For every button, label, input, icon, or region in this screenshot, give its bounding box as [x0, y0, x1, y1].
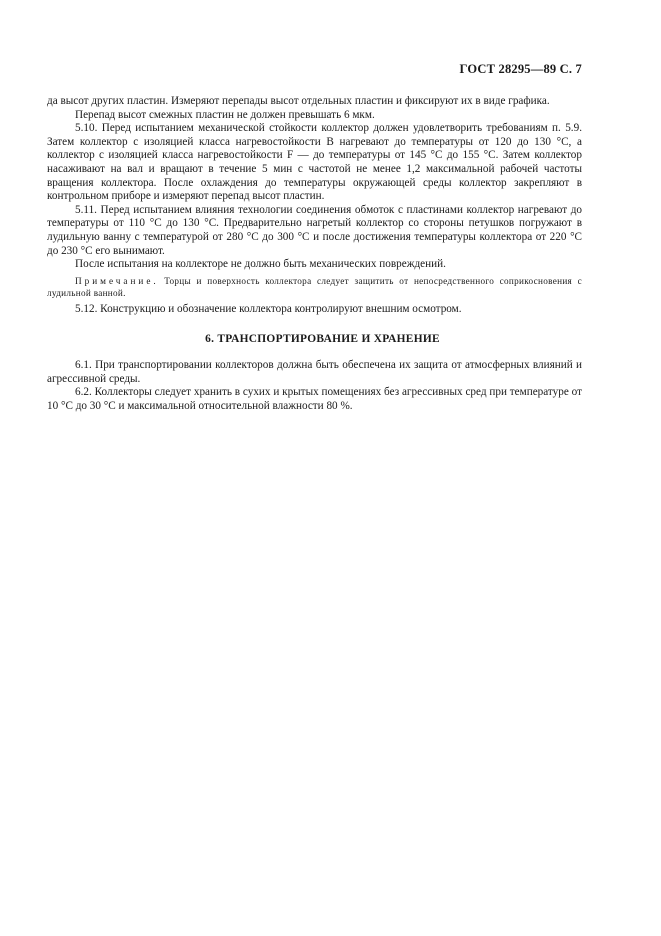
running-header: ГОСТ 28295—89 С. 7 — [459, 62, 582, 76]
document-body — [47, 95, 582, 413]
paragraph-5-11: 5.11. Перед испытанием влияния технологии соединения обмоток с пластинами коллектор нагревают до температуры от 110 °С до 130 °С. Предварительно нагретый коллектор со стороны петушков погружают в лудильную ванну с температурой от 280 °С до 300 °С и после достижения температуры коллектора от 220 °С до 230 °С его вынимают. — [47, 203, 582, 257]
paragraph-continuation: да высот других пластин. Измеряют перепады высот отдельных пластин и фиксируют их в виде графика. — [47, 95, 550, 107]
paragraph-5-10: 5.10. Перед испытанием механической стойкости коллектор должен удовлетворить требованиям п. 5.9. Затем коллектор с изоляцией класса нагревостойкости В нагревают до температуры от 120 до 130 °С, а коллектор с изоляцией класса нагревостойкости F — до температуры от 145 °С до 155 °С. Затем коллектор насаживают на вал и вращают в течение 5 мин с частотой не менее 1,2 максимальной рабочей частоты вращения коллектора. После охлаждения до температуры окружающей среды коллектор закрепляют в контрольном приборе и измеряют перепад высот пластин. — [47, 122, 582, 203]
paragraph-5-12: 5.12. Конструкцию и обозначение коллектора контролируют внешним осмотром. — [75, 302, 462, 315]
note-text: Торцы и поверхность коллектора следует защитить от непосредственного соприкосновения с лудильной ванной. — [47, 275, 582, 299]
document-page — [47, 0, 582, 936]
spacer — [47, 316, 582, 333]
paragraph-6-2: 6.2. Коллекторы следует хранить в сухих и крытых помещениях без агрессивных сред при температуре от 10 °С до 30 °С и максимальной относительной влажности 80 %. — [47, 386, 582, 412]
paragraph-after-test: После испытания на коллекторе не должно быть механических повреждений. — [75, 258, 446, 271]
paragraph-6-1: 6.1. При транспортировании коллекторов должна быть обеспечена их защита от атмосферных влияний и агрессивной среды. — [47, 358, 582, 385]
section-title: 6. ТРАНСПОРТИРОВАНИЕ И ХРАНЕНИЕ — [205, 333, 440, 346]
note — [47, 275, 582, 300]
spacer — [47, 347, 582, 359]
note-label: Примечание. — [75, 275, 159, 286]
paragraph-height-difference: Перепад высот смежных пластин не должен превышать 6 мкм. — [75, 108, 375, 121]
